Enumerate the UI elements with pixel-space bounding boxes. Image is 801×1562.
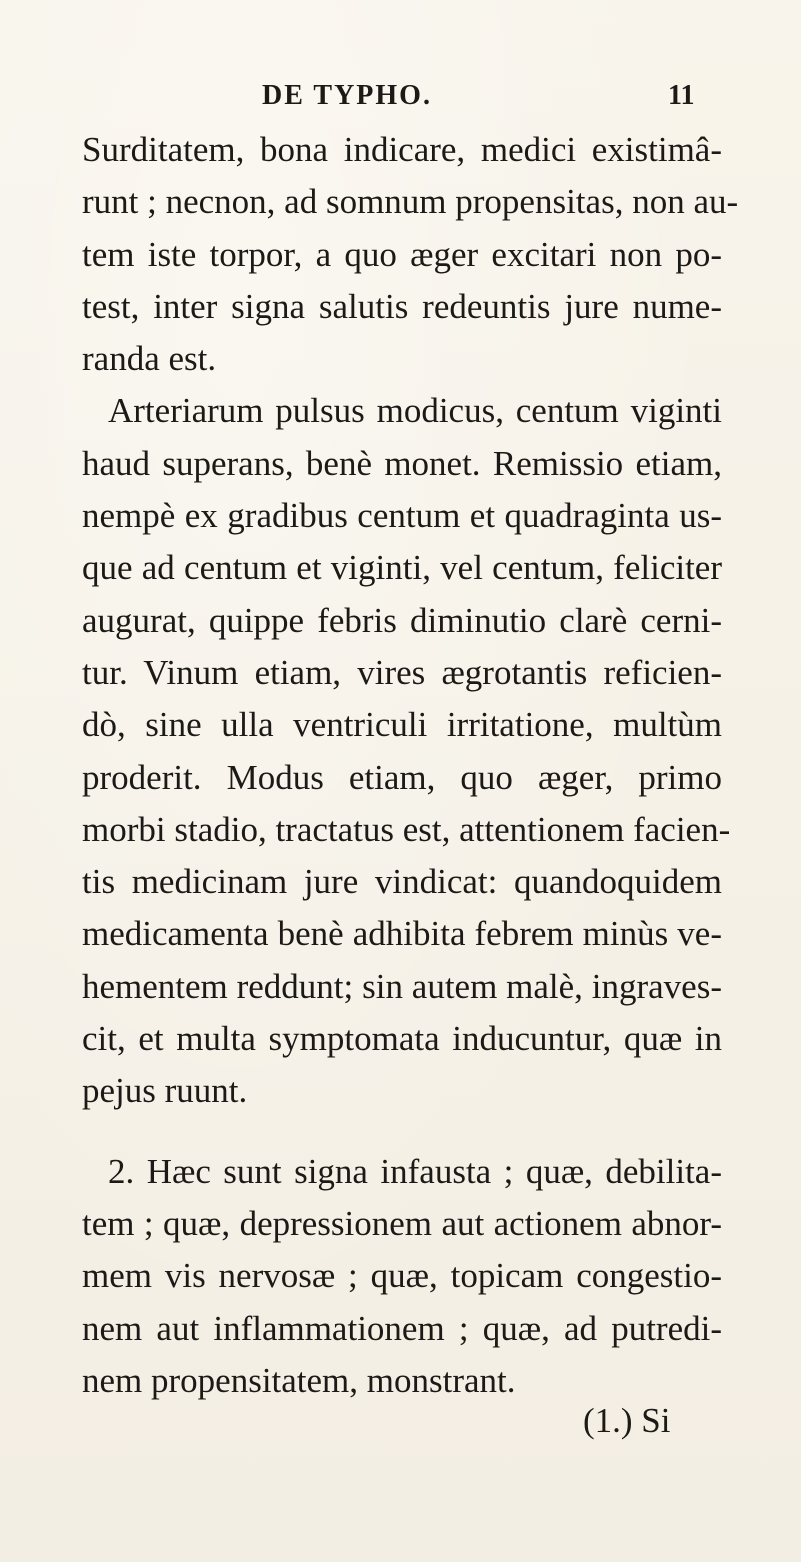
text-line: Arteriarum pulsus modicus, centum viginti — [108, 391, 722, 431]
text-line: runt ; necnon, ad somnum propensitas, non au- — [82, 182, 739, 222]
text-line: que ad centum et viginti, vel centum, feliciter — [82, 548, 722, 588]
running-head — [0, 76, 801, 116]
paragraph-1 — [82, 124, 739, 385]
text-line: Surditatem, bona indicare, medici existimâ- — [82, 130, 722, 169]
text-line: nem propensitatem, monstrant. — [82, 1360, 516, 1400]
text-line: medicamenta benè adhibita febrem minùs ve- — [82, 914, 722, 954]
text-line: augurat, quippe febris diminutio clarè cerni- — [82, 600, 722, 640]
text-line: nempè ex gradibus centum et quadraginta us- — [82, 496, 722, 536]
text-line: tur. Vinum etiam, vires ægrotantis reficien- — [82, 652, 722, 692]
text-line: test, inter signa salutis redeuntis jure nume- — [82, 286, 722, 326]
text-line: tis medicinam jure vindicat: quandoquidem — [82, 862, 722, 902]
text-line: haud superans, benè monet. Remissio etiam, — [82, 443, 722, 483]
text-line: 2. Hæc sunt signa infausta ; quæ, debilita- — [108, 1151, 722, 1191]
text-line: hementem reddunt; sin autem malè, ingraves- — [82, 966, 722, 1006]
text-line: tem ; quæ, depressionem aut actionem abnor- — [82, 1203, 722, 1243]
catchword: (1.) Si — [583, 1401, 671, 1440]
text-line: randa est. — [82, 339, 217, 379]
text-line: proderit. Modus etiam, quo æger, primo — [82, 757, 722, 797]
page-number: 11 — [668, 80, 695, 111]
text-line: cit, et multa symptomata inducuntur, quæ in — [82, 1019, 722, 1059]
text-line: nem aut inflammationem ; quæ, ad putredi- — [82, 1308, 722, 1348]
text-line: mem vis nervosæ ; quæ, topicam congestio- — [82, 1256, 722, 1296]
text-line: pejus ruunt. — [82, 1071, 248, 1111]
text-line: morbi stadio, tractatus est, attentionem facien- — [82, 809, 731, 849]
text-line: dò, sine ulla ventriculi irritatione, multùm — [82, 705, 722, 745]
running-title: DE TYPHO. — [262, 80, 432, 111]
section-gap — [82, 1118, 722, 1146]
text-line: tem iste torpor, a quo æger excitari non po- — [82, 234, 722, 274]
paragraph-3 — [82, 1146, 722, 1407]
body-text — [82, 124, 739, 1407]
paragraph-2 — [82, 385, 731, 1117]
